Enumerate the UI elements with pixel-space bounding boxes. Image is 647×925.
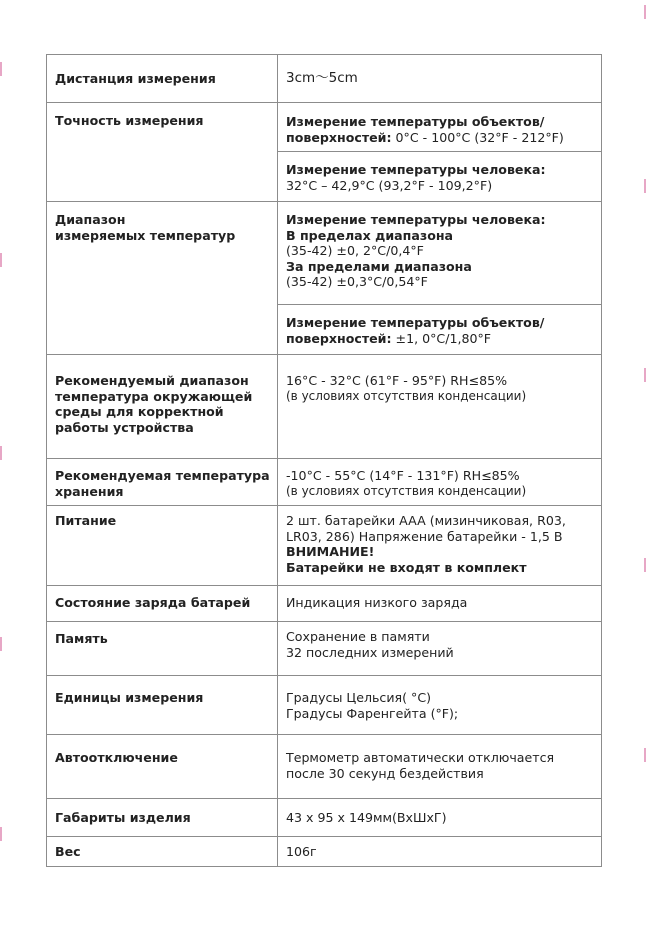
row-battery xyxy=(47,586,602,622)
range-label-line1: Диапазон xyxy=(55,212,126,227)
accuracy-objects xyxy=(278,103,602,152)
storage-temp-label: Рекомендуемая температура хранения xyxy=(47,459,278,506)
row-distance xyxy=(47,55,602,103)
dimensions-value: 43 х 95 х 149мм(ВхШхГ) xyxy=(278,799,602,837)
edge-mark xyxy=(0,253,2,267)
accuracy-label: Точность измерения xyxy=(47,103,278,202)
edge-mark xyxy=(644,748,646,762)
weight-value: 106г xyxy=(278,837,602,867)
battery-label: Состояние заряда батарей xyxy=(47,586,278,622)
row-accuracy xyxy=(47,103,602,152)
accuracy-human xyxy=(278,152,602,202)
range-objects xyxy=(278,305,602,355)
edge-mark xyxy=(0,637,2,651)
units-cell xyxy=(278,676,602,735)
accuracy-objects-title: Измерение температуры объектов/ поверхностей: xyxy=(286,114,545,145)
range-label-line2: измеряемых температур xyxy=(55,227,236,243)
row-memory xyxy=(47,622,602,676)
range-human-title: Измерение температуры человека: xyxy=(286,212,546,227)
range-outside-title: За пределами диапазона xyxy=(286,258,472,274)
spec-table xyxy=(46,54,602,867)
operating-temp-label: Рекомендуемый диапазон температура окружающей среды для корректной работы устройства xyxy=(47,355,278,459)
edge-mark xyxy=(644,179,646,193)
range-objects-title: Измерение температуры объектов/ поверхностей: xyxy=(286,315,545,346)
units-line1: Градусы Цельсия( °C) xyxy=(286,690,432,705)
memory-cell xyxy=(278,622,602,676)
units-label: Единицы измерения xyxy=(47,676,278,735)
row-range xyxy=(47,202,602,305)
power-label: Питание xyxy=(47,506,278,586)
row-units xyxy=(47,676,602,735)
edge-mark xyxy=(0,446,2,460)
row-power xyxy=(47,506,602,586)
power-value: 2 шт. батарейки AAA (мизинчиковая, R03, LR03, 286) Напряжение батарейки - 1,5 В xyxy=(286,513,566,544)
memory-line2: 32 последних измерений xyxy=(286,644,454,660)
row-operating-temp xyxy=(47,355,602,459)
storage-temp-value: -10°C - 55°C (14°F - 131°F) RH≤85% xyxy=(286,468,520,483)
row-dimensions xyxy=(47,799,602,837)
distance-label: Дистанция измерения xyxy=(47,55,278,103)
memory-line1: Сохранение в памяти xyxy=(286,629,430,644)
power-warning-text: Батарейки не входят в комплект xyxy=(286,559,527,575)
auto-off-label: Автоотключение xyxy=(47,735,278,799)
range-inside-value: (35-42) ±0, 2°C/0,4°F xyxy=(286,243,424,258)
row-storage-temp xyxy=(47,459,602,506)
accuracy-objects-value: 0°C - 100°C (32°F - 212°F) xyxy=(391,129,564,145)
dimensions-label: Габариты изделия xyxy=(47,799,278,837)
row-weight xyxy=(47,837,602,867)
edge-mark xyxy=(644,558,646,572)
storage-temp-cell xyxy=(278,459,602,506)
distance-value: 3cm～5cm xyxy=(278,55,602,103)
power-warning: ВНИМАНИЕ! xyxy=(286,544,375,559)
operating-temp-value: 16°C - 32°C (61°F - 95°F) RH≤85% xyxy=(286,373,508,388)
memory-label: Память xyxy=(47,622,278,676)
edge-mark xyxy=(0,62,2,76)
range-human xyxy=(278,202,602,305)
range-label xyxy=(47,202,278,355)
range-outside-value: (35-42) ±0,3°C/0,54°F xyxy=(286,274,428,289)
accuracy-human-value: 32°C – 42,9°C (93,2°F - 109,2°F) xyxy=(286,177,493,193)
accuracy-human-title: Измерение температуры человека: xyxy=(286,162,546,177)
operating-temp-cell xyxy=(278,355,602,459)
storage-temp-note: (в условиях отсутствия конденсации) xyxy=(286,483,527,498)
battery-value: Индикация низкого заряда xyxy=(278,586,602,622)
edge-mark xyxy=(0,827,2,841)
range-objects-value: ±1, 0°C/1,80°F xyxy=(391,330,492,346)
edge-mark xyxy=(644,5,646,19)
range-inside-title: В пределах диапазона xyxy=(286,227,454,243)
units-line2: Градусы Фаренгейта (°F); xyxy=(286,705,459,721)
weight-label: Вес xyxy=(47,837,278,867)
row-auto-off xyxy=(47,735,602,799)
power-cell xyxy=(278,506,602,586)
auto-off-value: Термометр автоматически отключается после 30 секунд бездействия xyxy=(278,735,602,799)
edge-mark xyxy=(644,368,646,382)
operating-temp-note: (в условиях отсутствия конденсации) xyxy=(286,388,527,403)
